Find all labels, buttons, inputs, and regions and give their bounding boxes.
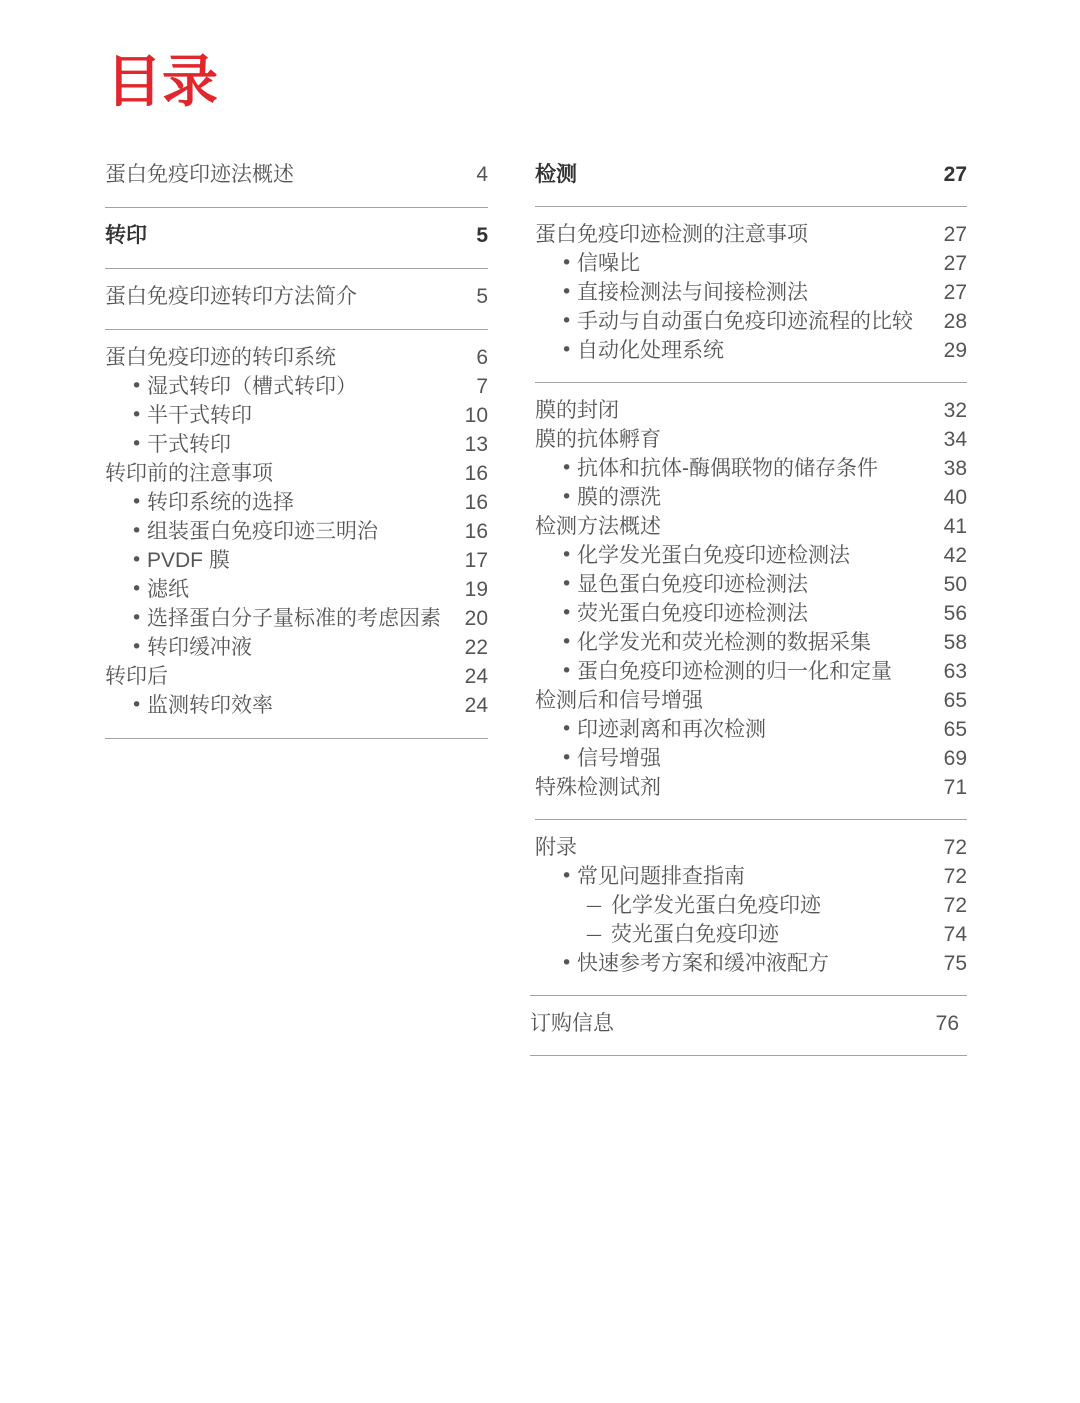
toc-entry-title: 附录 <box>535 836 577 859</box>
toc-entry-title: PVDF 膜 <box>147 549 230 572</box>
toc-page-number: 5 <box>476 285 488 308</box>
toc-section <box>105 269 488 330</box>
toc-subentry <box>105 546 488 575</box>
toc-subentry <box>535 483 967 512</box>
toc-entry-title: 化学发光蛋白免疫印迹检测法 <box>577 544 850 567</box>
page-title: 目录 <box>106 50 218 113</box>
toc-subentry <box>105 401 488 430</box>
toc-page-number: 24 <box>464 694 488 717</box>
toc-page-number: 34 <box>943 428 967 451</box>
toc-page-number: 5 <box>476 224 488 247</box>
toc-entry <box>105 221 488 250</box>
toc-column-left <box>105 160 488 739</box>
toc-page-number: 7 <box>476 375 488 398</box>
toc-page-number: 32 <box>943 399 967 422</box>
toc-entry-title: 自动化处理系统 <box>577 339 724 362</box>
toc-page-number: 42 <box>943 544 967 567</box>
bullet-marker: • <box>561 952 573 974</box>
toc-entry-title: 特殊检测试剂 <box>535 776 661 799</box>
toc-entry-title: 监测转印效率 <box>147 694 273 717</box>
toc-subentry <box>535 657 967 686</box>
bullet-marker: • <box>561 718 573 740</box>
toc-section <box>530 820 967 996</box>
toc-page-number: 27 <box>943 163 967 186</box>
toc-entry <box>535 686 967 715</box>
toc-subentry <box>535 628 967 657</box>
toc-entry-title: 膜的封闭 <box>535 399 619 422</box>
toc-page-number: 75 <box>943 952 967 975</box>
toc-page-number: 65 <box>943 718 967 741</box>
toc-subentry <box>105 430 488 459</box>
toc-entry-title: 显色蛋白免疫印迹检测法 <box>577 573 808 596</box>
toc-entry-title: 转印缓冲液 <box>147 636 252 659</box>
toc-page-number: 27 <box>943 281 967 304</box>
toc-section <box>535 207 967 383</box>
bullet-marker: • <box>561 310 573 332</box>
bullet-marker: • <box>561 747 573 769</box>
toc-entry-title: 蛋白免疫印迹转印方法简介 <box>105 285 357 308</box>
toc-entry-title: 膜的抗体孵育 <box>535 428 661 451</box>
toc-subentry <box>535 570 967 599</box>
toc-page-number: 27 <box>943 223 967 246</box>
toc-entry-title: 膜的漂洗 <box>577 486 661 509</box>
toc-entry-title: 检测方法概述 <box>535 515 661 538</box>
toc-page-number: 16 <box>464 520 488 543</box>
toc-subentry <box>105 488 488 517</box>
bullet-marker: • <box>561 281 573 303</box>
toc-page-number: 40 <box>943 486 967 509</box>
dash-marker: — <box>586 925 602 944</box>
bullet-marker: • <box>561 252 573 274</box>
toc-entry-title: 检测 <box>535 163 577 186</box>
toc-subentry <box>535 744 967 773</box>
toc-subentry <box>535 278 967 307</box>
toc-entry <box>535 773 967 802</box>
toc-entry <box>105 160 488 189</box>
toc-page-number: 74 <box>943 923 967 946</box>
toc-subsubentry <box>535 920 967 949</box>
bullet-marker: • <box>131 549 143 571</box>
toc-entry <box>105 343 488 372</box>
bullet-marker: • <box>561 660 573 682</box>
bullet-marker: • <box>561 865 573 887</box>
toc-entry-title: 选择蛋白分子量标准的考虑因素 <box>147 607 441 630</box>
toc-page-number: 72 <box>943 836 967 859</box>
toc-page-number: 17 <box>464 549 488 572</box>
toc-section <box>535 160 967 207</box>
bullet-marker: • <box>561 602 573 624</box>
bullet-marker: • <box>561 486 573 508</box>
toc-subentry <box>105 517 488 546</box>
toc-entry-title: 蛋白免疫印迹法概述 <box>105 163 294 186</box>
toc-entry <box>535 425 967 454</box>
dash-marker: — <box>586 896 602 915</box>
toc-page-number: 76 <box>935 1012 959 1035</box>
toc-page-number: 58 <box>943 631 967 654</box>
toc-entry <box>535 220 967 249</box>
toc-page-number: 16 <box>464 462 488 485</box>
toc-page-number: 69 <box>943 747 967 770</box>
toc-page-number: 50 <box>943 573 967 596</box>
toc-page-number: 71 <box>943 776 967 799</box>
toc-page-number: 72 <box>943 894 967 917</box>
toc-subentry <box>535 599 967 628</box>
toc-entry-title: 抗体和抗体-酶偶联物的储存条件 <box>577 457 878 480</box>
toc-entry-title: 荧光蛋白免疫印迹 <box>611 923 779 946</box>
toc-section <box>535 383 967 820</box>
toc-entry-title: 信号增强 <box>577 747 661 770</box>
bullet-marker: • <box>561 457 573 479</box>
bullet-marker: • <box>131 520 143 542</box>
toc-section <box>105 160 488 208</box>
bullet-marker: • <box>131 433 143 455</box>
toc-entry-title: 蛋白免疫印迹检测的注意事项 <box>535 223 808 246</box>
toc-page-number: 19 <box>464 578 488 601</box>
toc-column-right <box>530 160 967 1056</box>
toc-subentry <box>535 862 967 891</box>
toc-subentry <box>105 575 488 604</box>
toc-entry-title: 转印后 <box>105 665 168 688</box>
toc-page-number: 22 <box>464 636 488 659</box>
toc-subentry <box>105 604 488 633</box>
toc-entry-title: 蛋白免疫印迹的转印系统 <box>105 346 336 369</box>
toc-entry <box>105 662 488 691</box>
toc-subentry <box>105 691 488 720</box>
toc-page-number: 13 <box>464 433 488 456</box>
toc-subentry <box>105 633 488 662</box>
toc-subentry <box>105 372 488 401</box>
toc-page-number: 24 <box>464 665 488 688</box>
bullet-marker: • <box>131 607 143 629</box>
toc-entry-title: 转印前的注意事项 <box>105 462 273 485</box>
toc-subentry <box>535 715 967 744</box>
toc-page-number: 72 <box>943 865 967 888</box>
toc-subentry <box>535 949 967 978</box>
toc-page-number: 65 <box>943 689 967 712</box>
bullet-marker: • <box>131 404 143 426</box>
toc-subentry <box>535 541 967 570</box>
toc-entry-title: 订购信息 <box>530 1012 614 1035</box>
toc-entry-title: 化学发光蛋白免疫印迹 <box>611 894 821 917</box>
toc-page-number: 63 <box>943 660 967 683</box>
toc-page-number: 27 <box>943 252 967 275</box>
toc-entry-title: 转印系统的选择 <box>147 491 294 514</box>
toc-entry-title: 干式转印 <box>147 433 231 456</box>
toc-section <box>530 996 967 1056</box>
toc-entry-title: 半干式转印 <box>147 404 252 427</box>
toc-page-number: 6 <box>476 346 488 369</box>
toc-entry-title: 化学发光和荧光检测的数据采集 <box>577 631 871 654</box>
toc-entry <box>530 1009 967 1038</box>
toc-entry-title: 荧光蛋白免疫印迹检测法 <box>577 602 808 625</box>
bullet-marker: • <box>131 694 143 716</box>
toc-entry-title: 组装蛋白免疫印迹三明治 <box>147 520 378 543</box>
bullet-marker: • <box>561 631 573 653</box>
bullet-marker: • <box>131 578 143 600</box>
toc-page-number: 38 <box>943 457 967 480</box>
toc-section <box>105 330 488 739</box>
toc-page-number: 10 <box>464 404 488 427</box>
toc-entry-title: 常见问题排查指南 <box>577 865 745 888</box>
bullet-marker: • <box>131 375 143 397</box>
toc-entry-title: 快速参考方案和缓冲液配方 <box>577 952 829 975</box>
toc-entry-title: 转印 <box>105 224 147 247</box>
bullet-marker: • <box>561 339 573 361</box>
toc-page-number: 28 <box>943 310 967 333</box>
toc-section <box>105 208 488 269</box>
toc-entry-title: 印迹剥离和再次检测 <box>577 718 766 741</box>
toc-subentry <box>535 307 967 336</box>
toc-subentry <box>535 454 967 483</box>
toc-subentry <box>535 336 967 365</box>
bullet-marker: • <box>561 544 573 566</box>
toc-page-number: 56 <box>943 602 967 625</box>
toc-entry <box>105 459 488 488</box>
toc-entry-title: 信噪比 <box>577 252 640 275</box>
toc-page-number: 41 <box>943 515 967 538</box>
toc-entry <box>535 512 967 541</box>
toc-entry-title: 蛋白免疫印迹检测的归一化和定量 <box>577 660 892 683</box>
toc-page-number: 20 <box>464 607 488 630</box>
toc-page-number: 29 <box>943 339 967 362</box>
toc-entry-title: 直接检测法与间接检测法 <box>577 281 808 304</box>
toc-subsubentry <box>535 891 967 920</box>
toc-subentry <box>535 249 967 278</box>
toc-entry-title: 湿式转印（槽式转印） <box>147 375 357 398</box>
toc-page-number: 16 <box>464 491 488 514</box>
toc-entry-title: 滤纸 <box>147 578 189 601</box>
toc-entry <box>535 833 967 862</box>
toc-entry <box>535 160 967 189</box>
bullet-marker: • <box>561 573 573 595</box>
toc-entry-title: 手动与自动蛋白免疫印迹流程的比较 <box>577 310 913 333</box>
toc-entry <box>105 282 488 311</box>
toc-page-number: 4 <box>476 163 488 186</box>
toc-entry-title: 检测后和信号增强 <box>535 689 703 712</box>
bullet-marker: • <box>131 636 143 658</box>
bullet-marker: • <box>131 491 143 513</box>
toc-entry <box>535 396 967 425</box>
